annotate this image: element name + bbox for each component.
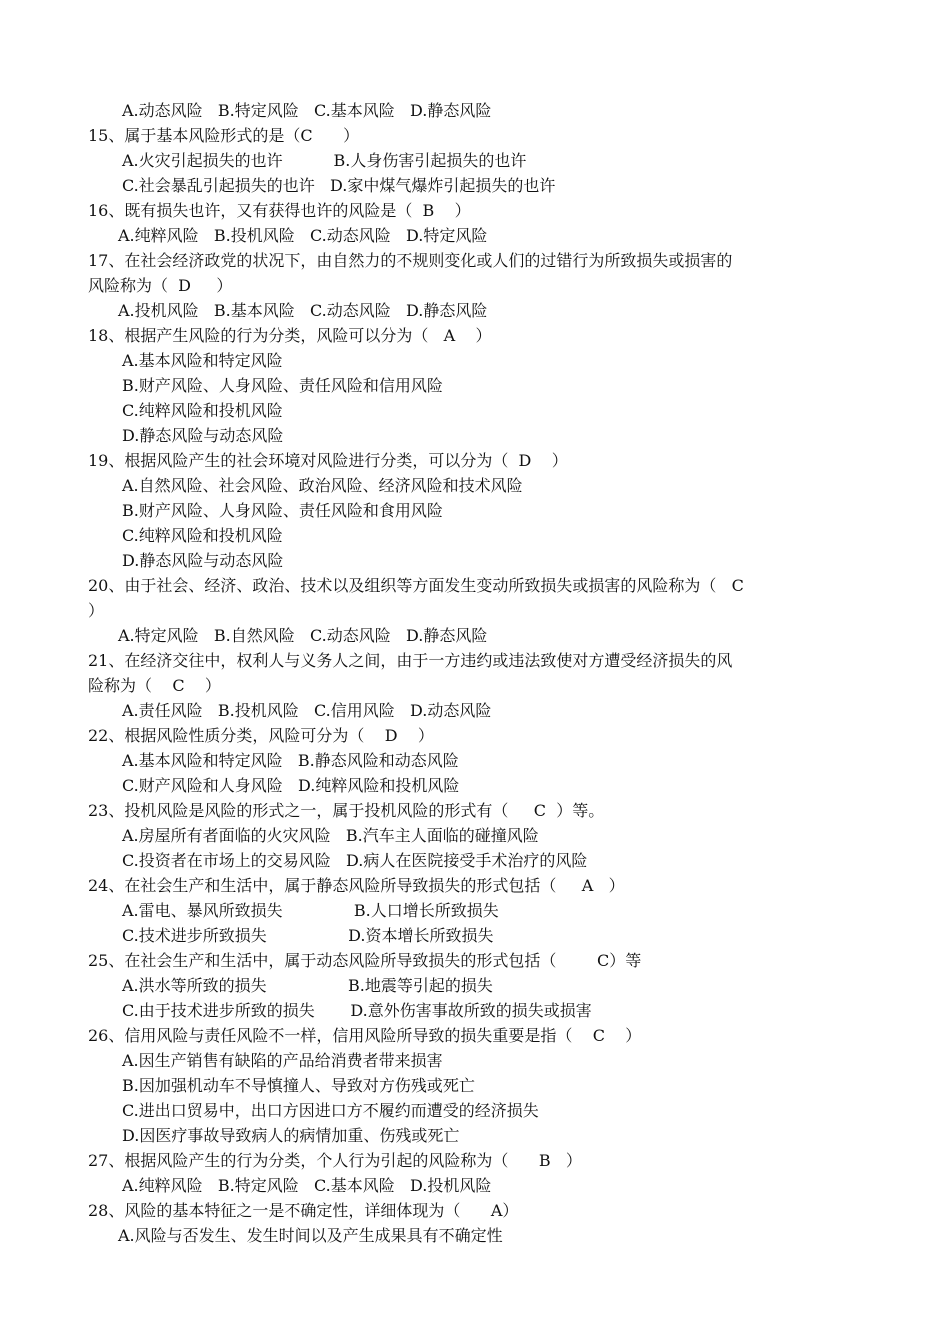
option-line: B.财产风险、人身风险、责任风险和食用风险 [122,501,443,520]
option-line: A.房屋所有者面临的火灾风险 B.汽车主人面临的碰撞风险 [122,826,539,845]
question-17-continued: 风险称为（ D ） [88,276,233,295]
question-23: 23、投机风险是风险的形式之一，属于投机风险的形式有（ C ）等。 [88,801,605,820]
question-21: 21、在经济交往中，权利人与义务人之间，由于一方违约或违法致使对方遭受经济损失的风 [88,651,733,670]
option-line: A.纯粹风险 B.投机风险 C.动态风险 D.特定风险 [118,226,488,245]
option-line: A.动态风险 B.特定风险 C.基本风险 D.静态风险 [122,101,492,120]
option-line: A.雷电、暴风所致损失 B.人口增长所致损失 [122,901,499,920]
option-line: B.财产风险、人身风险、责任风险和信用风险 [122,376,443,395]
option-line: A.自然风险、社会风险、政治风险、经济风险和技术风险 [122,476,523,495]
question-19: 19、根据风险产生的社会环境对风险进行分类，可以分为（ D ） [88,451,568,470]
option-line: D.因医疗事故导致病人的病情加重、伤残或死亡 [122,1126,460,1145]
option-line: A.基本风险和特定风险 B.静态风险和动态风险 [122,751,459,770]
question-28: 28、风险的基本特征之一是不确定性，详细体现为（ A） [88,1201,519,1220]
option-line: A.基本风险和特定风险 [122,351,283,370]
option-line: A.洪水等所致的损失 B.地震等引起的损失 [122,976,493,995]
question-25: 25、在社会生产和生活中，属于动态风险所导致损失的形式包括（ C）等 [88,951,642,970]
option-line: A.火灾引起损失的也许 B.人身伤害引起损失的也许 [122,151,527,170]
question-18: 18、根据产生风险的行为分类，风险可以分为（ A ） [88,326,492,345]
option-line: A.风险与否发生、发生时间以及产生成果具有不确定性 [118,1226,503,1245]
question-16: 16、既有损失也许，又有获得也许的风险是（ B ） [88,201,471,220]
option-line: D.静态风险与动态风险 [122,426,284,445]
option-line: A.投机风险 B.基本风险 C.动态风险 D.静态风险 [118,301,488,320]
option-line: A.特定风险 B.自然风险 C.动态风险 D.静态风险 [118,626,488,645]
option-line: C.纯粹风险和投机风险 [122,526,283,545]
option-line: C.由于技术进步所致的损失 D.意外伤害事故所致的损失或损害 [122,1001,592,1020]
option-line: A.责任风险 B.投机风险 C.信用风险 D.动态风险 [122,701,492,720]
option-line: B.因加强机动车不导慎撞人、导致对方伤残或死亡 [122,1076,475,1095]
question-21-continued: 险称为（ C ） [88,676,221,695]
option-line: D.静态风险与动态风险 [122,551,284,570]
question-22: 22、根据风险性质分类，风险可分为（ D ） [88,726,434,745]
option-line: A.纯粹风险 B.特定风险 C.基本风险 D.投机风险 [122,1176,492,1195]
option-line: C.财产风险和人身风险 D.纯粹风险和投机风险 [122,776,460,795]
question-17: 17、在社会经济政党的状况下，由自然力的不规则变化或人们的过错行为所致损失或损害的 [88,251,733,270]
question-20: 20、由于社会、经济、政治、技术以及组织等方面发生变动所致损失或损害的风险称为（ C [88,576,744,595]
option-line: C.技术进步所致损失 D.资本增长所致损失 [122,926,494,945]
option-line: C.纯粹风险和投机风险 [122,401,283,420]
option-line: C.进出口贸易中，出口方因进口方不履约而遭受的经济损失 [122,1101,539,1120]
option-line: A.因生产销售有缺陷的产品给消费者带来损害 [122,1051,443,1070]
question-20-continued: ） [88,601,105,620]
option-line: C.投资者在市场上的交易风险 D.病人在医院接受手术治疗的风险 [122,851,588,870]
question-27: 27、根据风险产生的行为分类，个人行为引起的风险称为（ B ） [88,1151,582,1170]
option-line: C.社会暴乱引起损失的也许 D.家中煤气爆炸引起损失的也许 [122,176,556,195]
question-26: 26、信用风险与责任风险不一样，信用风险所导致的损失重要是指（ C ） [88,1026,642,1045]
question-15: 15、属于基本风险形式的是（C ） [88,126,360,145]
question-24: 24、在社会生产和生活中，属于静态风险所导致损失的形式包括（ A ） [88,876,625,895]
